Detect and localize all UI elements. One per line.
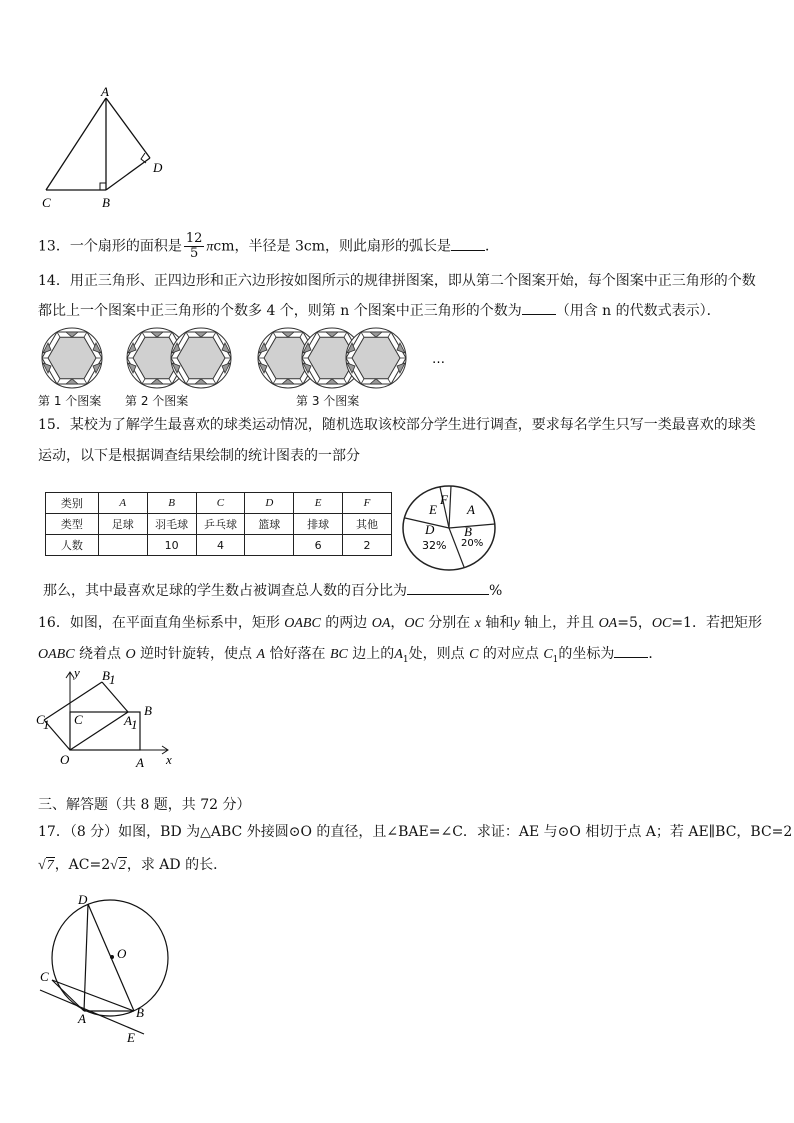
fraction-12-5 [184, 232, 205, 261]
pattern-2-unit [171, 328, 231, 388]
q16-var: C [469, 647, 479, 662]
q17-text: ，求 AD 的长． [126, 857, 228, 873]
table-cell: 6 [294, 535, 343, 556]
q16-text: 处，则点 [408, 646, 470, 662]
label-a: A [136, 755, 144, 770]
q16-var: OA [371, 616, 391, 631]
question-16-line1 [38, 614, 762, 633]
q16-var: OA [598, 616, 618, 631]
q16-text: 分别在 [423, 615, 475, 631]
label-c: C [74, 712, 83, 727]
pie-label-e: E [429, 502, 437, 517]
table-cell: 类别 [46, 493, 99, 514]
table-cell: 其他 [343, 514, 392, 535]
sqrt-7: √7 [38, 858, 54, 873]
question-16-line2 [38, 645, 662, 669]
pattern-3-unit [346, 328, 406, 388]
q16-text: 边上的 [347, 646, 395, 662]
pie-label-b: B [464, 524, 472, 539]
q15-answer-text: 那么，其中最喜欢足球的学生数占被调查总人数的百分比为 [43, 583, 407, 599]
q16-text: ． [648, 646, 663, 662]
q16-var: OC [651, 616, 672, 631]
label-o: O [117, 946, 127, 961]
label-a: A [78, 1011, 86, 1026]
q16-text: 逆时针旋转，使点 [135, 646, 257, 662]
label-b: B [102, 195, 110, 210]
question-13 [38, 232, 499, 261]
section-heading: 三、解答题（共 8 题，共 72 分） [38, 797, 251, 813]
axis-y-label: y [74, 668, 80, 680]
question-15-answer-line [43, 582, 502, 600]
q16-var: C [543, 647, 553, 662]
table-cell [98, 535, 147, 556]
label-b1-sub: 1 [109, 672, 116, 687]
pi-symbol: π [206, 239, 214, 255]
answer-blank[interactable] [451, 250, 485, 251]
label-d: D [78, 892, 88, 907]
label-c: C [42, 195, 51, 210]
question-17-line2 [38, 856, 227, 875]
q16-text: =1．若把矩形 [671, 615, 762, 631]
continuation-dots: … [432, 352, 445, 367]
coordinate-figure [34, 668, 184, 772]
q13-suffix: cm，半径是 3cm，则此扇形的弧长是 [213, 238, 451, 255]
q16-var: A [394, 647, 403, 662]
q16-text: 绕着点 [74, 646, 126, 662]
q16-sub: 1 [402, 654, 409, 665]
table-cell: 4 [196, 535, 245, 556]
pie-label-d: D [425, 522, 435, 537]
table-row [46, 514, 392, 535]
table-cell: B [147, 493, 196, 514]
pie-label-a: A [467, 502, 475, 517]
q15-percent: % [489, 583, 503, 599]
label-a1: A [124, 713, 132, 728]
q16-var: BC [329, 647, 348, 662]
triangle-figure [30, 85, 180, 215]
table-cell: 类型 [46, 514, 99, 535]
pie-label-b-pct: 20% [461, 538, 484, 549]
q16-text: 恰好落在 [265, 646, 330, 662]
question-15-line1: 15．某校为了解学生最喜欢的球类运动情况，随机选取该校部分学生进行调查，要求每名学生只写一类最喜欢的球类 [38, 417, 756, 433]
q16-sub: 1 [552, 654, 559, 665]
table-cell: 人数 [46, 535, 99, 556]
label-a: A [101, 85, 109, 99]
answer-blank[interactable] [407, 594, 489, 595]
q16-var: OABC [284, 616, 321, 631]
table-cell: 篮球 [245, 514, 294, 535]
table-row [46, 493, 392, 514]
caption-pattern-3: 第 3 个图案 [296, 394, 360, 408]
answer-blank[interactable] [522, 314, 556, 315]
table-cell: 羽毛球 [147, 514, 196, 535]
table-cell: 10 [147, 535, 196, 556]
q16-var: y [513, 616, 520, 631]
q16-text: 16．如图，在平面直角坐标系中，矩形 [38, 615, 285, 631]
question-17-line1: 17．（8 分）如图，BD 为△ABC 外接圆⊙O 的直径，且∠BAE=∠C．求证：AE 与⊙O 相切于点 A；若 AE∥BC，BC=2 [38, 824, 793, 840]
q13-prefix: 13．一个扇形的面积是 [38, 238, 182, 255]
caption-pattern-2: 第 2 个图案 [125, 394, 189, 408]
q16-text: 的两边 [320, 615, 372, 631]
answer-blank[interactable] [614, 657, 648, 658]
q13-end: ． [484, 238, 499, 255]
label-b: B [144, 703, 152, 718]
q16-text: ， [390, 615, 405, 631]
q16-var: OABC [38, 647, 75, 662]
table-cell: A [98, 493, 147, 514]
q16-text: 轴和 [480, 615, 514, 631]
q14-line2b: （用含 n 的代数式表示）． [555, 303, 721, 319]
q16-var: OC [404, 616, 424, 631]
label-d: D [153, 160, 163, 175]
table-cell: 2 [343, 535, 392, 556]
frac-den: 5 [189, 246, 199, 261]
label-c: C [40, 969, 49, 984]
tile-patterns [36, 325, 466, 393]
label-e: E [127, 1030, 135, 1045]
pattern-1-unit [42, 328, 102, 388]
q17-text: ，AC=2 [54, 857, 111, 873]
table-cell: 足球 [98, 514, 147, 535]
question-15-line2: 运动，以下是根据调查结果绘制的统计图表的一部分 [38, 448, 360, 464]
frac-num: 12 [185, 231, 203, 246]
table-cell: C [196, 493, 245, 514]
q16-text: =5， [617, 615, 652, 631]
sqrt-2: √2 [110, 858, 126, 873]
q14-line2a: 都比上一个图案中正三角形的个数多 4 个，则第 n 个图案中正三角形的个数为 [38, 303, 522, 319]
table-cell: E [294, 493, 343, 514]
table-cell [245, 535, 294, 556]
radicand: 7 [46, 858, 54, 873]
label-o: O [60, 752, 70, 767]
q16-text: 的坐标为 [558, 646, 615, 662]
label-b: B [136, 1005, 144, 1020]
label-a1-sub: 1 [131, 717, 138, 732]
q16-var: x [474, 616, 481, 631]
caption-pattern-1: 第 1 个图案 [38, 394, 102, 408]
question-14-line1: 14．用正三角形、正四边形和正六边形按如图所示的规律拼图案，即从第二个图案开始，每个图案中正三角形的个数 [38, 273, 756, 289]
radicand: 2 [118, 858, 126, 873]
pie-label-f: F [440, 492, 448, 507]
q16-text: 的对应点 [478, 646, 544, 662]
question-14-line2 [38, 302, 721, 320]
label-c1-sub: 1 [43, 717, 50, 732]
label-b1: B [102, 668, 110, 683]
q16-text: 轴上，并且 [519, 615, 599, 631]
table-cell: D [245, 493, 294, 514]
survey-table [45, 492, 392, 556]
table-row [46, 535, 392, 556]
pie-label-d-pct: 32% [422, 539, 447, 552]
table-cell: F [343, 493, 392, 514]
pie-chart [398, 482, 504, 574]
table-cell: 乒乓球 [196, 514, 245, 535]
label-c1: C [36, 712, 45, 727]
q16-var: A [256, 647, 266, 662]
table-cell: 排球 [294, 514, 343, 535]
circle-figure [34, 890, 174, 1050]
axis-x-label: x [166, 752, 172, 767]
q16-var: O [125, 647, 136, 662]
